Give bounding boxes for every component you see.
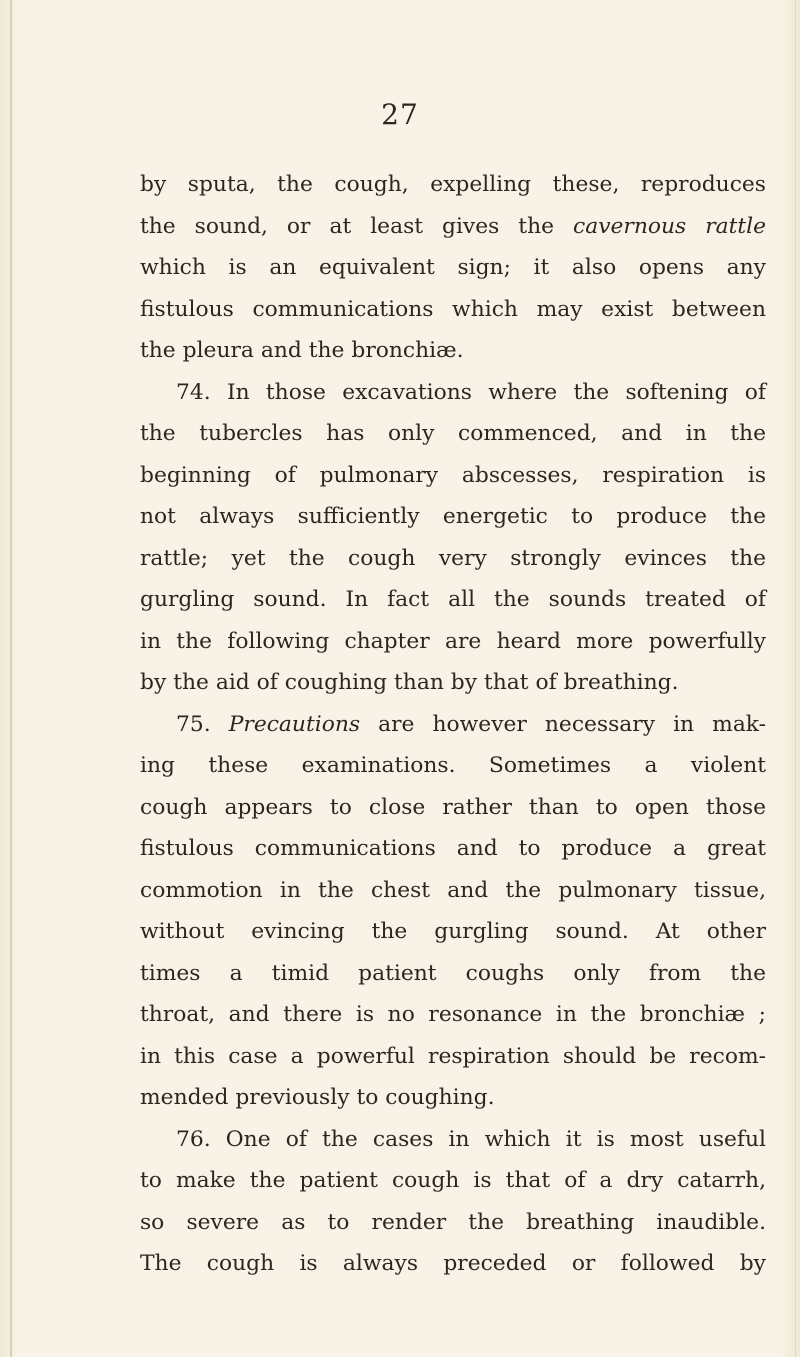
- text-line: which is an equivalent sign; it also opens any: [140, 255, 766, 280]
- text-line: to make the patient cough is that of a dry catarrh,: [140, 1168, 766, 1193]
- text-line: gurgling sound. In fact all the sounds treated of: [140, 587, 766, 612]
- text-line: the sound, or at least gives the cavernous rattle: [140, 213, 767, 239]
- text-line: in the following chapter are heard more powerfully: [140, 628, 766, 654]
- text-line: mended previously to coughing.: [140, 1085, 495, 1110]
- text-line: so severe as to render the breathing inaudible.: [140, 1209, 766, 1235]
- text-line: throat, and there is no resonance in the bronchiæ ;: [140, 1002, 766, 1027]
- text-line: fistulous communications which may exist between: [140, 296, 766, 322]
- text-line: cough appears to close rather than to open those: [140, 794, 766, 820]
- text-line: the tubercles has only commenced, and in the: [140, 421, 766, 446]
- page-number: 27: [381, 98, 419, 131]
- text-line: fistulous communications and to produce a great: [140, 836, 766, 861]
- text-line: not always sufficiently energetic to produce the: [140, 504, 766, 529]
- paragraph-74-start: 74. In those excavations where the softening of: [176, 379, 766, 405]
- text-line: in this case a powerful respiration should be recom-: [140, 1043, 766, 1069]
- body-text: [140, 164, 766, 1285]
- paragraph-76-start: 76. One of the cases in which it is most useful: [176, 1126, 766, 1152]
- text-line: rattle; yet the cough very strongly evinces the: [140, 545, 766, 571]
- text-line: by sputa, the cough, expelling these, reproduces: [140, 172, 766, 197]
- text-line: the pleura and the bronchiæ.: [140, 338, 464, 363]
- text-line: by the aid of coughing than by that of breathing.: [140, 670, 679, 695]
- paragraph-75-start: 75. Precautions are however necessary in mak-: [176, 711, 766, 737]
- text-line: times a timid patient coughs only from the: [140, 960, 766, 986]
- page-edge-right: [795, 0, 796, 1357]
- text-line: ing these examinations. Sometimes a violent: [140, 753, 766, 778]
- text-line: The cough is always preceded or followed by: [140, 1251, 766, 1276]
- text-line: beginning of pulmonary abscesses, respiration is: [140, 462, 766, 488]
- text-line: commotion in the chest and the pulmonary tissue,: [140, 877, 766, 903]
- text-line: without evincing the gurgling sound. At other: [140, 919, 766, 944]
- italic-term-cavernous-rattle: cavernous rattle: [573, 213, 767, 239]
- page-edge-left: [10, 0, 12, 1357]
- italic-term-precautions: Precautions: [228, 711, 361, 737]
